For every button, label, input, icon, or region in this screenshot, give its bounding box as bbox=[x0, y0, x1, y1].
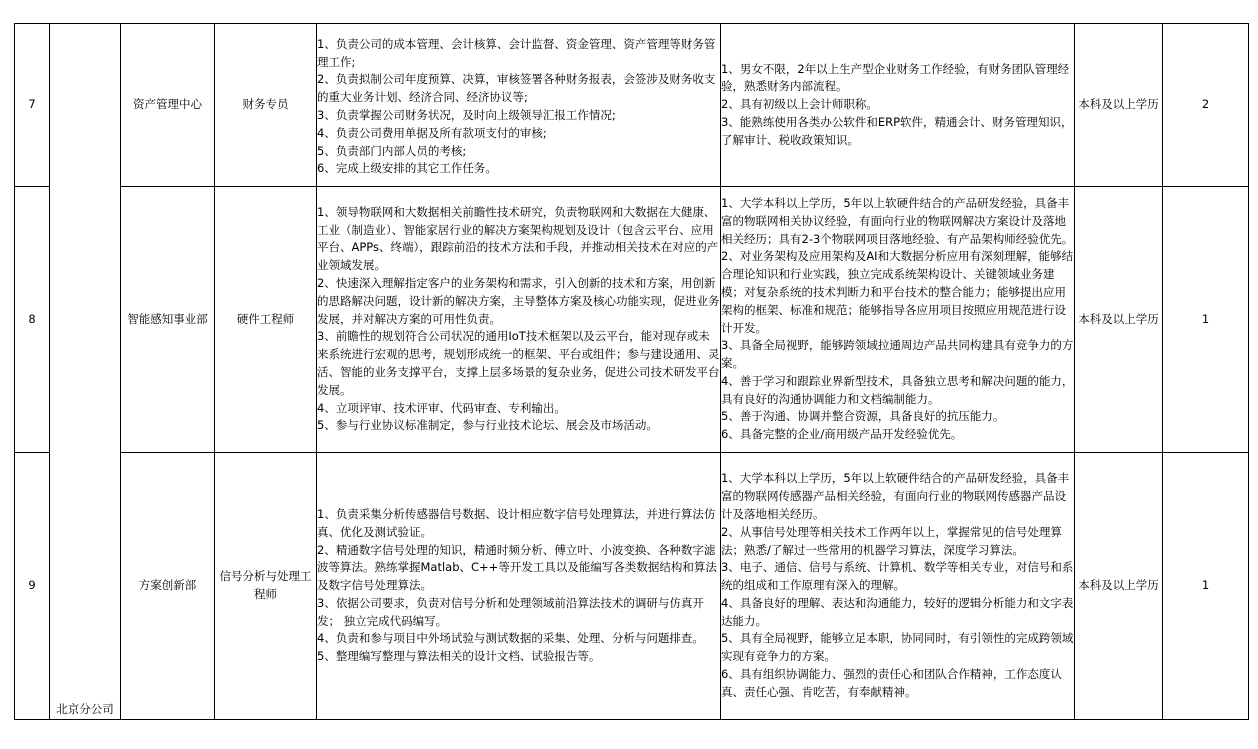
row-number: 7 bbox=[15, 24, 50, 187]
requirement-item: 2、具有初级以上会计师职称。 bbox=[721, 97, 878, 112]
duty-item: 6、完成上级安排的其它工作任务。 bbox=[317, 161, 497, 176]
duty-item: 3、依据公司要求，负责对信号分析和处理领域前沿算法技术的调研与仿真开发； 独立完成代码编写。 bbox=[317, 595, 704, 628]
headcount-cell: 1 bbox=[1163, 187, 1249, 453]
requirement-item: 2、对业务架构及应用架构及AI和大数据分析应用有深刻理解，能够结合理论知识和行业实践，独立完成系统架构设计、关键领域业务建模；对复杂系统的技术判断力和平台技术的整合能力；能够提出应用架构的框架、标准和规范；能够指导各应用项目按照应用规范进行设计开发。 bbox=[721, 249, 1074, 335]
duty-item: 3、前瞻性的规划符合公司状况的通用IoT技术框架以及云平台，能对现存或未来系统进行宏观的思考，规划形成统一的框架、平台或组件；参与建设通用、灵活、智能的业务支撑平台，支撑上层多场景的复杂业务，促进公司技术研发平台发展。 bbox=[317, 329, 720, 397]
branch-cell: 北京分公司 bbox=[50, 24, 121, 720]
duties-cell bbox=[317, 187, 721, 453]
headcount-cell: 2 bbox=[1163, 24, 1249, 187]
position-cell: 信号分析与处理工程师 bbox=[215, 453, 317, 720]
duty-item: 2、精通数字信号处理的知识，精通时频分析、傅立叶、小波变换、各种数字滤波等算法。熟练掌握Matlab、C++等开发工具以及能编写各类数据结构和算法及数字信号处理算法。 bbox=[317, 542, 717, 593]
requirement-item: 1、大学本科以上学历，5年以上软硬件结合的产品研发经验，具备丰富的物联网相关协议经验，有面向行业的物联网解决方案设计及落地相关经历；具有2-3个物联网项目落地经验、有产品架构师经验优先。 bbox=[721, 195, 1074, 246]
requirements-cell bbox=[721, 453, 1075, 720]
requirement-item: 1、男女不限，2年以上生产型企业财务工作经验，有财务团队管理经验，熟悉财务内部流程。 bbox=[721, 61, 1070, 94]
requirements-cell bbox=[721, 24, 1075, 187]
duty-item: 1、领导物联网和大数据相关前瞻性技术研究，负责物联网和大数据在大健康、工业（制造业）、智能家居行业的解决方案架构规划及设计（包含云平台、应用平台、APPs、终端），跟踪前沿的技术方法和手段，并推动相关技术在对应的产业领域发展。 bbox=[317, 204, 719, 273]
department-cell: 资产管理中心 bbox=[121, 24, 215, 187]
duty-item: 2、负责拟制公司年度预算、决算，审核签署各种财务报表，会签涉及财务收支的重大业务计划、经济合同、经济协议等; bbox=[317, 72, 716, 105]
department-cell: 方案创新部 bbox=[121, 453, 215, 720]
duty-item: 1、负责公司的成本管理、会计核算、会计监督、资金管理、资产管理等财务管理工作; bbox=[317, 36, 716, 69]
table-row bbox=[15, 453, 1249, 720]
row-number: 8 bbox=[15, 187, 50, 453]
table-row bbox=[15, 24, 1249, 187]
duty-item: 5、负责部门内部人员的考核; bbox=[317, 143, 467, 158]
requirement-item: 5、具有全局视野，能够立足本职，协同同时，有引领性的完成跨领域实现有竞争力的方案。 bbox=[721, 631, 1074, 664]
education-cell: 本科及以上学历 bbox=[1075, 187, 1163, 453]
duty-item: 3、负责掌握公司财务状况，及时向上级领导汇报工作情况; bbox=[317, 108, 616, 122]
requirement-item: 4、善于学习和跟踪业界新型技术，具备独立思考和解决问题的能力，具有良好的沟通协调能力和文档编制能力。 bbox=[721, 373, 1074, 406]
duty-item: 1、负责采集分析传感器信号数据、设计相应数字信号处理算法，并进行算法仿真、优化及测试验证。 bbox=[317, 506, 716, 539]
requirement-item: 3、能熟练使用各类办公软件和ERP软件，精通会计、财务管理知识，了解审计、税收政策知识。 bbox=[721, 114, 1073, 147]
duty-item: 5、参与行业协议标准制定，参与行业技术论坛、展会及市场活动。 bbox=[317, 418, 658, 433]
duty-item: 2、快速深入理解指定客户的业务架构和需求，引入创新的技术和方案，用创新的思路解决问题，设计新的解决方案，主导整体方案及核心功能实现，促进业务发展，并对解决方案的可用性负责。 bbox=[317, 276, 720, 326]
requirement-item: 1、大学本科以上学历，5年以上软硬件结合的产品研发经验，具备丰富的物联网传感器产品相关经验，有面向行业的物联网传感器产品设计及落地相关经历。 bbox=[721, 471, 1070, 521]
job-openings-table bbox=[14, 23, 1249, 720]
requirement-item: 5、善于沟通、协调并整合资源，具备良好的抗压能力。 bbox=[721, 409, 1005, 424]
duties-cell bbox=[317, 24, 721, 187]
education-cell: 本科及以上学历 bbox=[1075, 453, 1163, 720]
requirement-item: 3、电子、通信、信号与系统、计算机、数学等相关专业，对信号和系统的组成和工作原理有深入的理解。 bbox=[721, 560, 1074, 593]
position-cell: 硬件工程师 bbox=[215, 187, 317, 453]
position-cell: 财务专员 bbox=[215, 24, 317, 187]
duty-item: 5、整理编写整理与算法相关的设计文档、试验报告等。 bbox=[317, 649, 601, 664]
headcount-cell: 1 bbox=[1163, 453, 1249, 720]
department-cell: 智能感知事业部 bbox=[121, 187, 215, 453]
duty-item: 4、负责和参与项目中外场试验与测试数据的采集、处理、分析与问题排查。 bbox=[317, 631, 704, 646]
requirements-cell bbox=[721, 187, 1075, 453]
requirement-item: 3、具备全局视野，能够跨领域拉通周边产品共同构建具有竞争力的方案。 bbox=[721, 338, 1074, 371]
requirement-item: 6、具有组织协调能力、强烈的责任心和团队合作精神，工作态度认真、责任心强、肯吃苦，有奉献精神。 bbox=[721, 667, 1062, 699]
duty-item: 4、负责公司费用单据及所有款项支付的审核; bbox=[317, 125, 547, 140]
row-number: 9 bbox=[15, 453, 50, 720]
requirement-item: 6、具备完整的企业/商用级产品开发经验优先。 bbox=[721, 427, 963, 442]
duties-cell bbox=[317, 453, 721, 720]
duty-item: 4、立项评审、技术评审、代码审查、专利输出。 bbox=[317, 400, 566, 415]
requirement-item: 4、具备良好的理解、表达和沟通能力，较好的逻辑分析能力和文字表达能力。 bbox=[721, 595, 1074, 628]
table-row bbox=[15, 187, 1249, 453]
education-cell: 本科及以上学历 bbox=[1075, 24, 1163, 187]
requirement-item: 2、从事信号处理等相关技术工作两年以上，掌握常见的信号处理算法；熟悉/了解过一些常用的机器学习算法，深度学习算法。 bbox=[721, 524, 1062, 557]
